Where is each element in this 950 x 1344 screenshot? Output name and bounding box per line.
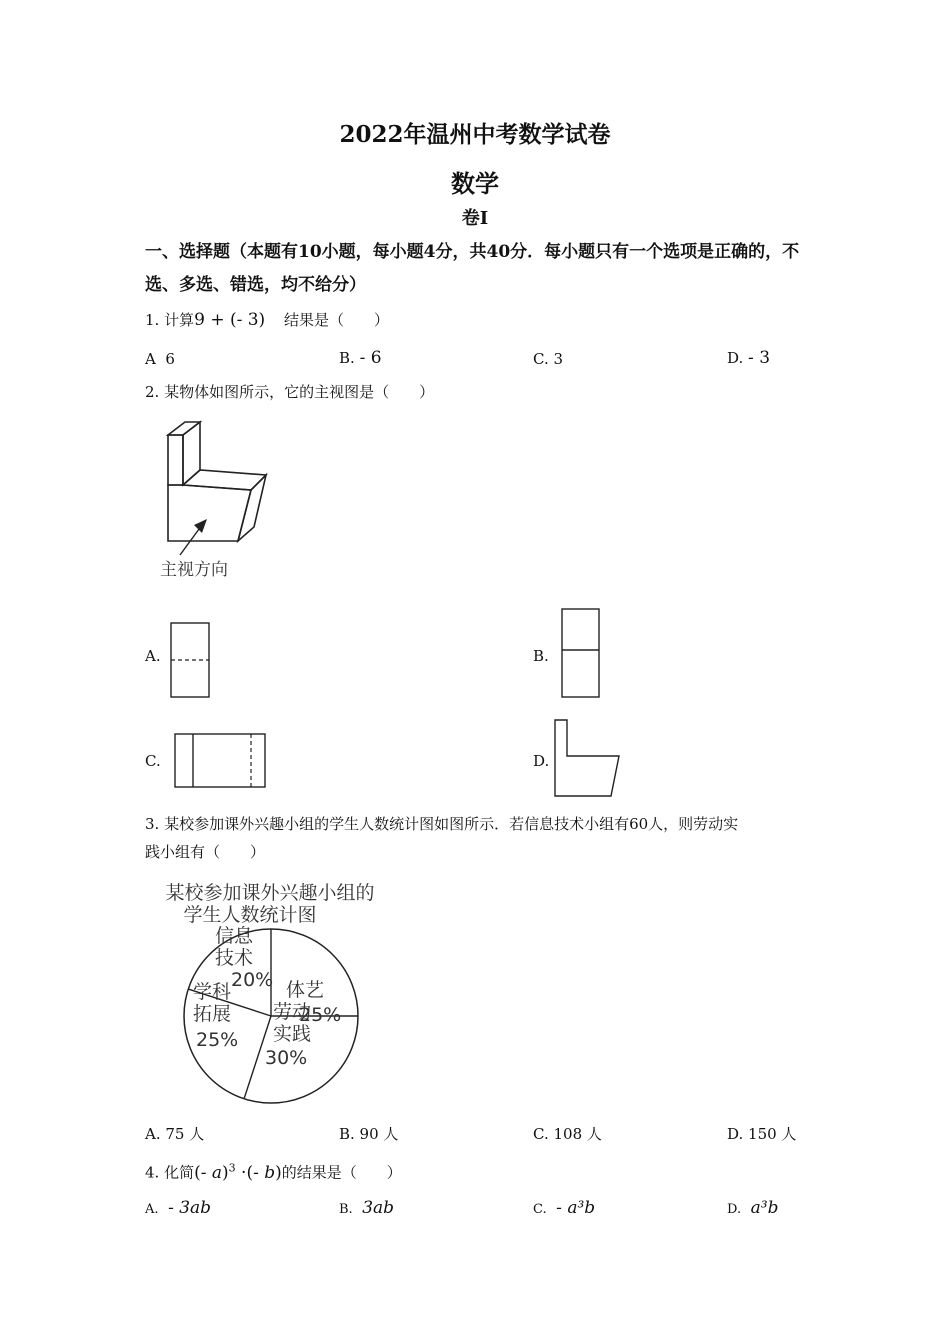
- question-4: [145, 1154, 402, 1187]
- pie-slice-label: 技术: [215, 947, 254, 969]
- chart-title-line1: 某校参加课外兴趣小组的: [165, 882, 375, 904]
- pie-slice-percent: 20%: [231, 969, 274, 991]
- volume-title: 卷Ⅰ: [461, 208, 489, 229]
- pie-slice-label: 实践: [273, 1023, 312, 1045]
- q1-expression: 9 + (- 3): [194, 310, 266, 330]
- q3-option-a[interactable]: A. 75 人: [145, 1125, 205, 1143]
- q2-option-b-label[interactable]: B.: [533, 647, 549, 665]
- q1-prefix: 1. 计算: [145, 311, 195, 329]
- q1-option-c[interactable]: C. 3: [533, 350, 564, 368]
- q4-option-d[interactable]: D. a³b: [727, 1198, 779, 1218]
- q2-view-direction-label: 主视方向: [160, 560, 228, 580]
- q4-option-a[interactable]: A. - 3ab: [145, 1198, 212, 1218]
- pie-slice-percent: 25%: [299, 1004, 342, 1026]
- question-3-line1: 3. 某校参加课外兴趣小组的学生人数统计图如图所示．若信息技术小组有60人，则劳动实: [145, 815, 739, 833]
- q2-option-c-view[interactable]: [174, 733, 268, 789]
- q4-option-b[interactable]: B. 3ab: [339, 1198, 395, 1218]
- q2-option-d-label[interactable]: D.: [533, 752, 550, 770]
- section-heading: 一、选择题（本题有10小题，每小题4分，共40分．每小题只有一个选项是正确的，不选、多选、错选，均不给分）: [145, 242, 800, 295]
- pie-slice-label: 拓展: [193, 1003, 232, 1025]
- q2-option-b-view[interactable]: [561, 608, 603, 700]
- q1-option-d[interactable]: D. - 3: [727, 348, 771, 368]
- question-2: 2. 某物体如图所示，它的主视图是（ ）: [145, 383, 435, 401]
- q3-pie-chart: [150, 875, 400, 1115]
- q3-option-b[interactable]: B. 90 人: [339, 1125, 399, 1143]
- q1-option-b[interactable]: B. - 6: [339, 348, 382, 368]
- pie-slice-label: 信息: [215, 925, 254, 947]
- pie-slice-label: 体艺: [286, 979, 325, 1001]
- q3-option-c[interactable]: C. 108 人: [533, 1125, 602, 1143]
- chart-title-line2: 学生人数统计图: [183, 904, 317, 926]
- q2-option-d-view[interactable]: [553, 718, 623, 800]
- q2-option-c-label[interactable]: C.: [145, 752, 161, 770]
- q2-solid-figure: [150, 415, 280, 590]
- q3-option-d[interactable]: D. 150 人: [727, 1125, 797, 1143]
- q2-option-a-view[interactable]: [170, 622, 212, 700]
- pie-slice-percent: 25%: [196, 1029, 239, 1051]
- q1-option-a[interactable]: A 6: [145, 350, 175, 368]
- subject-title: 数学: [451, 169, 499, 198]
- exam-title: 2022年温州中考数学试卷: [339, 121, 611, 148]
- pie-slice-label: 学科: [193, 981, 232, 1003]
- q1-suffix: 结果是（ ）: [283, 311, 389, 329]
- pie-slice-percent: 30%: [265, 1047, 308, 1069]
- q4-suffix: 的结果是（ ）: [281, 1163, 402, 1182]
- question-1: [145, 306, 389, 334]
- q4-prefix: 4. 化简: [145, 1163, 195, 1182]
- q2-option-a-label[interactable]: A.: [145, 647, 161, 665]
- q4-option-c[interactable]: C. - a³b: [533, 1198, 596, 1218]
- pie-slice-label: 劳动: [273, 1001, 312, 1023]
- question-3-line2: 践小组有（ ）: [145, 843, 266, 861]
- q4-expression: (- a)$^3$ ·(- b): [194, 1161, 282, 1183]
